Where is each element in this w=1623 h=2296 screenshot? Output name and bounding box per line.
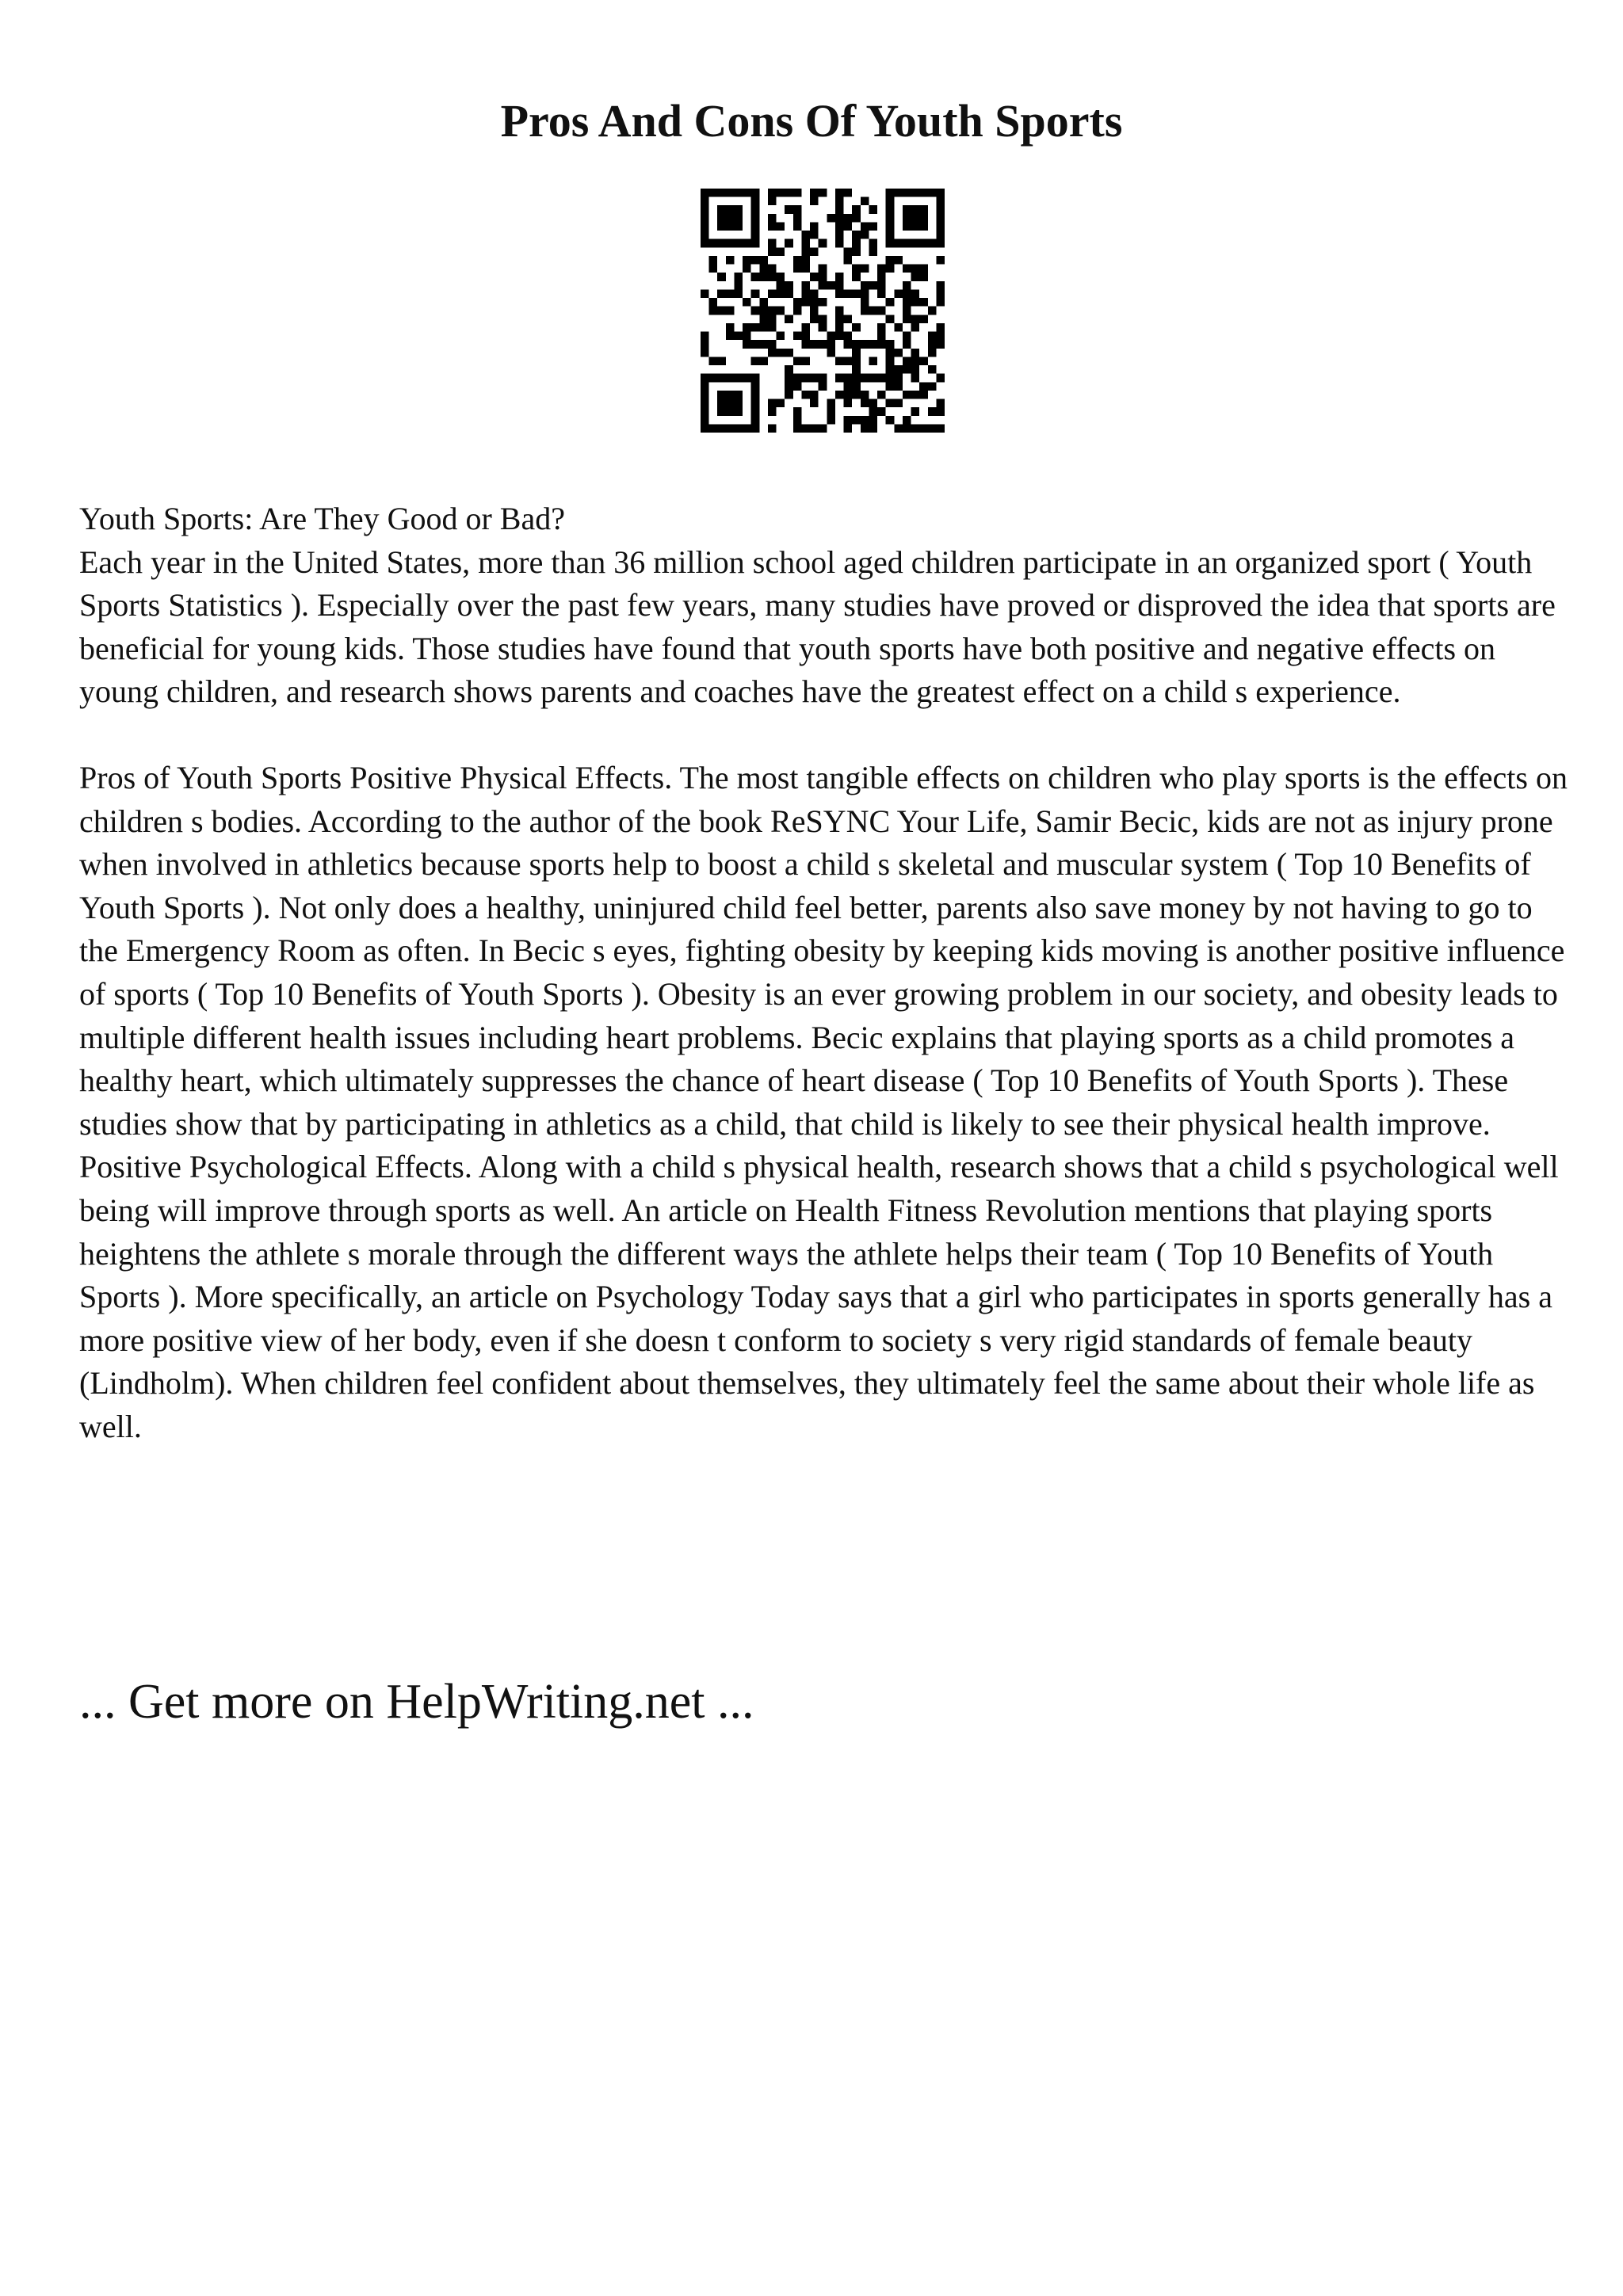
article-subtitle: Youth Sports: Are They Good or Bad? [79, 501, 565, 536]
qr-code-icon[interactable] [701, 189, 945, 433]
article-body [79, 498, 1569, 1448]
document-title: Pros And Cons Of Youth Sports [500, 95, 1123, 147]
pros-paragraph: Pros of Youth Sports Positive Physical Effects. The most tangible effects on children who play sports is the effects on children s bodies. According to the author of the book ReSYNC Your Life, Samir Becic, kids are not as injury prone when involved in athletics because sports help to boost a child s skeletal and muscular system ( Top 10 Benefits of Youth Sports ). Not only does a healthy, uninjured child feel better, parents also save money by not having to go to the Emergency Room as often. In Becic s eyes, fighting obesity by keeping kids moving is another positive influence of sports ( Top 10 Benefits of Youth Sports ). Obesity is an ever growing problem in our society, and obesity leads to multiple different health issues including heart problems. Becic explains that playing sports as a child promotes a healthy heart, which ultimately suppresses the chance of heart disease ( Top 10 Benefits of Youth Sports ). These studies show that by participating in athletics as a child, that child is likely to see their physical health improve. Positive Psychological Effects. Along with a child s physical health, research shows that a child s psychological well being will improve through sports as well. An article on Health Fitness Revolution mentions that playing sports heightens the athlete s morale through the different ways the athlete helps their team ( Top 10 Benefits of Youth Sports ). More specifically, an article on Psychology Today says that a girl who participates in sports generally has a more positive view of her body, even if she doesn t conform to society s very rigid standards of female beauty (Lindholm). When children feel confident about themselves, they ultimately feel the same about their whole life as well. [79, 759, 1568, 1444]
intro-paragraph: Each year in the United States, more than 36 million school aged children participate in an organized sport ( Youth Sports Statistics ). Especially over the past few years, many studies have proved or disproved the idea that sports are beneficial for young kids. Those studies have found that youth sports have both positive and negative effects on young children, and research shows parents and coaches have the greatest effect on a child s experience. [79, 543, 1556, 710]
get-more-link[interactable]: ... Get more on HelpWriting.net ... [79, 1675, 754, 1729]
